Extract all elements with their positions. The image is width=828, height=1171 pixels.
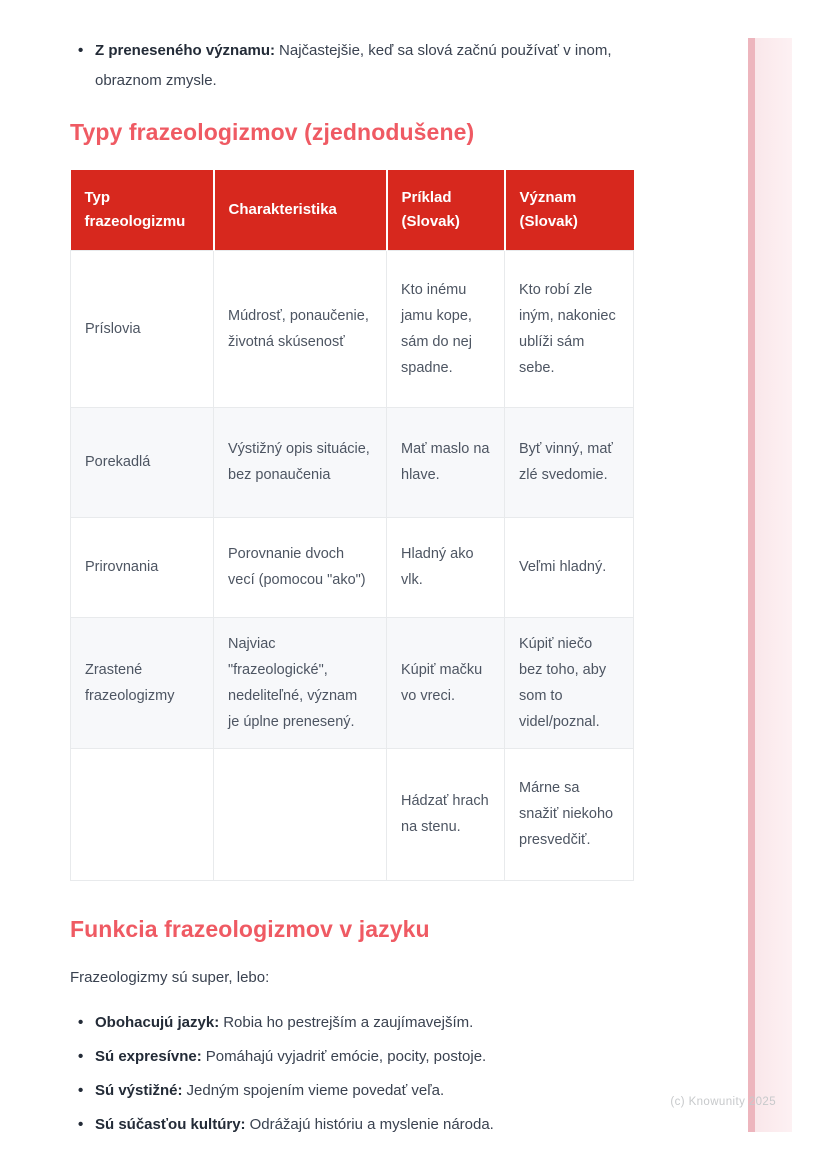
table-cell: Príslovia xyxy=(71,250,214,407)
table-cell: Mať maslo na hlave. xyxy=(387,407,505,517)
table-header-row xyxy=(71,170,634,250)
table-cell: Kto inému jamu kope, sám do nej spadne. xyxy=(387,250,505,407)
table-header-cell: Typ frazeologizmu xyxy=(71,170,214,250)
table-cell: Márne sa snažiť niekoho presvedčiť. xyxy=(505,748,634,880)
list-item-lead: Obohacujú jazyk: xyxy=(95,1013,220,1031)
table-row xyxy=(71,250,634,407)
table-cell: Najviac "frazeologické", nedeliteľné, význam je úplne prenesený. xyxy=(214,617,387,748)
list-item xyxy=(70,1113,633,1137)
table-cell: Prirovnania xyxy=(71,517,214,617)
table-header-cell: Príklad (Slovak) xyxy=(387,170,505,250)
list-item-lead: Z preneseného významu: xyxy=(95,42,276,59)
list-item xyxy=(70,1045,633,1069)
table-row xyxy=(71,517,634,617)
list-item-text: Najčastejšie, keď sa slová začnú používať v inom, obraznom zmysle. xyxy=(95,42,612,89)
frazeologizmy-table xyxy=(70,170,634,881)
table-cell: Hladný ako vlk. xyxy=(387,517,505,617)
table-row xyxy=(71,407,634,517)
list-item xyxy=(70,1079,633,1103)
table-row xyxy=(71,617,634,748)
list-item-lead: Sú súčasťou kultúry: xyxy=(95,1115,246,1133)
table-cell: Kto robí zle iným, nakoniec ublíži sám sebe. xyxy=(505,250,634,407)
table-cell: Hádzať hrach na stenu. xyxy=(387,748,505,880)
list-item-lead: Sú expresívne: xyxy=(95,1047,202,1065)
section-title-funkcia-frazeologizmov: Funkcia frazeologizmov v jazyku xyxy=(70,915,430,942)
table-cell: Porekadlá xyxy=(71,407,214,517)
list-item-text: Odrážajú históriu a myslenie národa. xyxy=(249,1115,494,1133)
table-cell: Kúpiť mačku vo vreci. xyxy=(387,617,505,748)
table-row xyxy=(71,748,634,880)
table-cell: Výstižný opis situácie, bez ponaučenia xyxy=(214,407,387,517)
list-item xyxy=(70,36,633,96)
table-cell: Kúpiť niečo bez toho, aby som to videl/poznal. xyxy=(505,617,634,748)
table-cell xyxy=(214,748,387,880)
table-header xyxy=(71,170,634,250)
table-cell: Veľmi hladný. xyxy=(505,517,634,617)
list-item xyxy=(70,1011,633,1035)
table-cell xyxy=(71,748,214,880)
functions-intro-text: Frazeologizmy sú super, lebo: xyxy=(70,968,270,986)
highlight-stripe xyxy=(748,38,792,1132)
table-cell: Zrastené frazeologizmy xyxy=(71,617,214,748)
list-item-lead: Sú výstižné: xyxy=(95,1081,183,1099)
table-body xyxy=(71,250,634,880)
list-item-text: Jedným spojením vieme povedať veľa. xyxy=(186,1081,445,1099)
list-item-text: Pomáhajú vyjadriť emócie, pocity, postoje. xyxy=(205,1047,487,1065)
table-header-cell: Charakteristika xyxy=(214,170,387,250)
section-title-typy-frazeologizmov: Typy frazeologizmov (zjednodušene) xyxy=(70,119,475,145)
document-content xyxy=(70,0,633,1147)
table-cell: Porovnanie dvoch vecí (pomocou "ako") xyxy=(214,517,387,617)
table-cell: Múdrosť, ponaučenie, životná skúsenosť xyxy=(214,250,387,407)
list-item-text: Robia ho pestrejším a zaujímavejším. xyxy=(223,1013,474,1031)
watermark: (c) Knowunity 2025 xyxy=(670,1096,776,1108)
table-cell: Byť vinný, mať zlé svedomie. xyxy=(505,407,634,517)
functions-bullet-list xyxy=(70,1011,633,1137)
table-header-cell: Význam (Slovak) xyxy=(505,170,634,250)
intro-bullet-list xyxy=(70,36,633,96)
